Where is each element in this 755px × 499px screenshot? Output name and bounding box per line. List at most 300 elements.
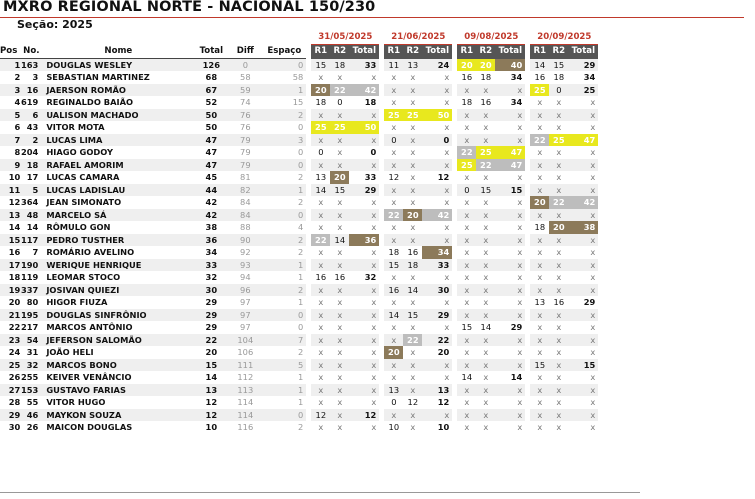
- rider-number: 16: [20, 84, 42, 97]
- event-total: 30: [422, 284, 452, 297]
- diff-to-leader: 84: [228, 209, 262, 222]
- pos-cell: 6: [14, 122, 21, 132]
- gap-to-prev: 2: [262, 284, 306, 297]
- table-row: [0, 146, 598, 159]
- event-total: x: [590, 322, 596, 332]
- round1-score: 18: [388, 247, 400, 257]
- round2-score: x: [337, 422, 343, 432]
- round2-score: x: [483, 297, 489, 307]
- rider-number: 5: [20, 184, 42, 197]
- round2-score: x: [410, 222, 416, 232]
- total-points: 30: [194, 284, 228, 297]
- rider-number: 6: [20, 109, 42, 122]
- round2-score: x: [483, 372, 489, 382]
- round1-score: 14: [311, 184, 330, 197]
- round1-score: 25: [530, 84, 549, 97]
- round2-score: x: [330, 384, 349, 397]
- round2-score: x: [549, 384, 568, 397]
- event-total: 10: [437, 422, 450, 432]
- event-total: 29: [422, 309, 452, 322]
- rider-number: 43: [26, 122, 39, 132]
- rider-name: LUCAS CAMARA: [46, 172, 120, 182]
- round2-score: x: [410, 97, 416, 107]
- round1-score: x: [530, 234, 549, 247]
- round1-score: 20: [384, 346, 403, 359]
- pos-cell: 30: [8, 422, 21, 432]
- event-total: x: [517, 172, 523, 182]
- event-total: x: [590, 97, 596, 107]
- round1-score: x: [318, 397, 324, 407]
- round2-score: x: [330, 309, 349, 322]
- round2-score: x: [410, 347, 416, 357]
- round1-score: x: [391, 72, 397, 82]
- round1-score: 16: [384, 284, 403, 297]
- round1-score: 22: [384, 209, 403, 222]
- event-total: 33: [349, 58, 379, 71]
- event-total: x: [349, 284, 379, 297]
- event-total: 34: [583, 72, 596, 82]
- col-header-pos: Pos: [0, 45, 20, 59]
- round1-score: x: [311, 259, 330, 272]
- event-total: x: [371, 72, 377, 82]
- round1-score: x: [537, 347, 543, 357]
- total-points: 29: [205, 322, 218, 332]
- round2-score: 12: [407, 397, 419, 407]
- rider-number: 54: [20, 334, 42, 347]
- table-row: [0, 334, 598, 347]
- event-total: 47: [568, 134, 598, 147]
- event-total: x: [444, 72, 450, 82]
- event-total: x: [590, 372, 596, 382]
- diff-to-leader: 81: [240, 172, 251, 182]
- rider-name: DOUGLAS SINFRÔNIO: [42, 309, 194, 322]
- event-total: x: [371, 397, 377, 407]
- table-row: [0, 58, 598, 71]
- table-row: [0, 359, 598, 372]
- event-total: x: [444, 97, 450, 107]
- table-row: [0, 309, 598, 322]
- total-points: 12: [205, 397, 218, 407]
- rider-number: 17: [26, 172, 39, 182]
- round2-score: x: [410, 322, 416, 332]
- diff-to-leader: 114: [237, 397, 254, 407]
- event-total: x: [349, 134, 379, 147]
- round2-score: 15: [476, 184, 495, 197]
- round2-score: x: [549, 359, 568, 372]
- gap-to-prev: 1: [298, 272, 304, 282]
- total-points: 22: [194, 334, 228, 347]
- table-row: [0, 71, 598, 84]
- round1-score: 25: [311, 121, 330, 134]
- total-points: 47: [194, 159, 228, 172]
- round1-score: x: [537, 247, 543, 257]
- round2-score: x: [476, 209, 495, 222]
- event-total: x: [371, 372, 377, 382]
- round2-score: 25: [403, 109, 422, 122]
- round2-score: x: [556, 247, 562, 257]
- round2-score: x: [483, 247, 489, 257]
- round1-score: 16: [534, 72, 546, 82]
- gap-to-prev: 1: [298, 297, 304, 307]
- rider-number: 48: [20, 209, 42, 222]
- gap-to-prev: 2: [298, 422, 304, 432]
- pos-cell: 11: [0, 184, 20, 197]
- event-total: 12: [437, 397, 450, 407]
- round1-score: 20: [457, 58, 476, 71]
- round2-score: 14: [403, 284, 422, 297]
- round1-score: x: [318, 247, 324, 257]
- table-row: [0, 246, 598, 259]
- round2-score: x: [556, 422, 562, 432]
- event-total: x: [444, 147, 450, 157]
- round1-score: x: [464, 122, 470, 132]
- round1-score: 12: [311, 409, 330, 422]
- table-row: [0, 284, 598, 297]
- round2-score: x: [556, 172, 562, 182]
- event-total: 38: [568, 221, 598, 234]
- round2-score: 22: [476, 159, 495, 172]
- round1-score: 15: [461, 322, 473, 332]
- round2-score: x: [549, 159, 568, 172]
- round1-score: x: [464, 272, 470, 282]
- pos-cell: 12: [8, 197, 21, 207]
- event-total: x: [568, 259, 598, 272]
- total-points: 68: [205, 72, 218, 82]
- gap-to-prev: 0: [262, 309, 306, 322]
- event-total: 13: [422, 384, 452, 397]
- season-label: Seção: 2025: [17, 18, 93, 31]
- round2-score: x: [403, 134, 422, 147]
- table-row: [0, 134, 598, 147]
- diff-to-leader: 113: [228, 384, 262, 397]
- diff-to-leader: 106: [237, 347, 254, 357]
- round2-score: 20: [330, 171, 349, 184]
- event-total: x: [444, 372, 450, 382]
- event-total: 29: [510, 322, 523, 332]
- event-total: x: [495, 209, 525, 222]
- event-total: 32: [364, 272, 377, 282]
- event-total: x: [371, 247, 377, 257]
- round1-score: x: [384, 234, 403, 247]
- rider-name: MARCELO SÁ: [42, 209, 194, 222]
- table-row: [0, 84, 598, 97]
- total-points: 36: [194, 234, 228, 247]
- round1-score: 22: [311, 234, 330, 247]
- round2-score: x: [476, 334, 495, 347]
- gap-to-prev: 1: [298, 397, 304, 407]
- round1-score: x: [391, 97, 397, 107]
- col-header-total: Total: [194, 45, 228, 59]
- round1-score: x: [464, 172, 470, 182]
- round2-score: x: [549, 109, 568, 122]
- round1-score: x: [391, 222, 397, 232]
- round1-score: x: [464, 297, 470, 307]
- table-row: [0, 121, 598, 134]
- round2-score: x: [330, 259, 349, 272]
- event-total: 34: [510, 72, 523, 82]
- gap-to-prev: 15: [292, 97, 304, 107]
- round1-score: x: [457, 409, 476, 422]
- round2-score: 25: [330, 121, 349, 134]
- round2-score: x: [549, 334, 568, 347]
- table-row: [0, 209, 598, 222]
- round1-score: 25: [384, 109, 403, 122]
- diff-to-leader: 79: [228, 159, 262, 172]
- col-header-event-total: Total: [495, 45, 525, 59]
- event-total: 42: [422, 209, 452, 222]
- col-header-space: Espaço: [262, 45, 306, 59]
- round1-score: x: [537, 147, 543, 157]
- rider-name: KEIVER VENÂNCIO: [46, 372, 132, 382]
- event-total: x: [568, 159, 598, 172]
- round1-score: x: [464, 397, 470, 407]
- col-header-event-total: Total: [349, 45, 379, 59]
- event-total: 33: [364, 172, 377, 182]
- event-total: x: [517, 197, 523, 207]
- round1-score: x: [464, 347, 470, 357]
- total-points: 20: [205, 347, 218, 357]
- round2-score: x: [403, 234, 422, 247]
- rider-name: LUCAS LADISLAU: [42, 184, 194, 197]
- round1-score: x: [384, 359, 403, 372]
- event-total: 40: [495, 58, 525, 71]
- event-total: x: [495, 84, 525, 97]
- round2-score: x: [556, 147, 562, 157]
- table-bottom-rule: [0, 492, 640, 493]
- pos-cell: 29: [0, 409, 20, 422]
- round1-score: x: [318, 422, 324, 432]
- pos-cell: 17: [0, 259, 20, 272]
- event-total: 33: [422, 259, 452, 272]
- round2-score: x: [330, 159, 349, 172]
- round1-score: x: [457, 309, 476, 322]
- pos-cell: 23: [0, 334, 20, 347]
- event-total: x: [568, 409, 598, 422]
- rider-name: JOÃO HELI: [46, 347, 94, 357]
- round2-score: x: [476, 309, 495, 322]
- gap-to-prev: 1: [262, 184, 306, 197]
- round2-score: 16: [334, 272, 346, 282]
- pos-cell: 18: [8, 272, 21, 282]
- diff-to-leader: 82: [228, 184, 262, 197]
- total-points: 33: [194, 259, 228, 272]
- round2-score: x: [476, 259, 495, 272]
- rider-name: MAYKON SOUZA: [42, 409, 194, 422]
- event-total: x: [590, 147, 596, 157]
- round2-score: x: [330, 359, 349, 372]
- event-total: 47: [495, 159, 525, 172]
- round1-score: x: [318, 197, 324, 207]
- round2-score: x: [330, 409, 349, 422]
- round1-score: x: [384, 184, 403, 197]
- gap-to-prev: 2: [298, 197, 304, 207]
- round1-score: x: [457, 284, 476, 297]
- round2-score: x: [483, 272, 489, 282]
- event-total: 50: [422, 109, 452, 122]
- rider-name: PEDRO TUSTHER: [42, 234, 194, 247]
- round1-score: 14: [461, 372, 473, 382]
- event-total: x: [422, 234, 452, 247]
- event-total: x: [422, 409, 452, 422]
- round2-score: x: [549, 184, 568, 197]
- event-total: x: [568, 384, 598, 397]
- event-date: 21/06/2025: [384, 31, 452, 45]
- round2-score: x: [337, 297, 343, 307]
- table-row: [0, 184, 598, 197]
- rider-number: 32: [20, 359, 42, 372]
- rider-name: MARCOS ANTÔNIO: [46, 322, 133, 332]
- col-header-event-total: Total: [422, 45, 452, 59]
- col-header-r1: R1: [311, 45, 330, 59]
- event-total: x: [371, 297, 377, 307]
- event-total: 34: [422, 246, 452, 259]
- event-total: x: [568, 234, 598, 247]
- diff-to-leader: 97: [240, 297, 251, 307]
- rider-name: JAERSON ROMÃO: [42, 84, 194, 97]
- round2-score: x: [476, 359, 495, 372]
- total-points: 47: [205, 147, 218, 157]
- rider-number: 190: [20, 259, 42, 272]
- rider-number: 119: [21, 272, 39, 282]
- event-total: x: [371, 347, 377, 357]
- rider-name: DOUGLAS WESLEY: [42, 58, 194, 71]
- pos-cell: 3: [0, 84, 20, 97]
- gap-to-prev: 2: [298, 347, 304, 357]
- round2-score: x: [556, 397, 562, 407]
- ranking-body: [0, 58, 598, 434]
- event-total: x: [349, 384, 379, 397]
- rider-name: LEOMAR STOCO: [46, 272, 121, 282]
- round1-score: 12: [388, 172, 400, 182]
- col-header-name: Nome: [42, 45, 194, 59]
- round1-score: x: [457, 134, 476, 147]
- round1-score: x: [457, 359, 476, 372]
- diff-to-leader: 0: [228, 58, 262, 71]
- event-total: x: [517, 297, 523, 307]
- round2-score: x: [410, 172, 416, 182]
- col-header-r1: R1: [384, 45, 403, 59]
- round1-score: x: [391, 147, 397, 157]
- total-points: 15: [194, 359, 228, 372]
- event-total: 15: [495, 184, 525, 197]
- gap-to-prev: 58: [292, 72, 304, 82]
- total-points: 42: [194, 209, 228, 222]
- event-total: x: [349, 359, 379, 372]
- rider-number: 255: [21, 372, 39, 382]
- event-total: x: [422, 84, 452, 97]
- round1-score: x: [457, 259, 476, 272]
- round1-score: 22: [457, 146, 476, 159]
- round2-score: x: [476, 234, 495, 247]
- rider-name: REGINALDO BAIÃO: [46, 97, 134, 107]
- round2-score: x: [330, 334, 349, 347]
- round1-score: x: [537, 322, 543, 332]
- round2-score: x: [337, 222, 343, 232]
- round2-score: x: [337, 397, 343, 407]
- round1-score: x: [537, 172, 543, 182]
- col-header-r2: R2: [549, 45, 568, 59]
- round1-score: x: [537, 122, 543, 132]
- round1-score: x: [391, 372, 397, 382]
- round2-score: x: [549, 209, 568, 222]
- table-row: [0, 421, 598, 434]
- diff-to-leader: 104: [228, 334, 262, 347]
- round1-score: 25: [457, 159, 476, 172]
- round2-score: x: [330, 134, 349, 147]
- total-points: 52: [205, 97, 218, 107]
- round1-score: x: [391, 272, 397, 282]
- event-date-row: [0, 31, 598, 45]
- gap-to-prev: 0: [262, 159, 306, 172]
- diff-to-leader: 112: [237, 372, 254, 382]
- col-header-r2: R2: [330, 45, 349, 59]
- event-total: x: [444, 272, 450, 282]
- round2-score: x: [549, 284, 568, 297]
- round2-score: 22: [403, 334, 422, 347]
- round1-score: x: [537, 397, 543, 407]
- event-total: 0: [370, 147, 377, 157]
- round1-score: x: [318, 322, 324, 332]
- rider-name: WERIQUE HENRIQUE: [42, 259, 194, 272]
- round1-score: 14: [384, 309, 403, 322]
- column-header-row: [0, 45, 598, 59]
- round2-score: x: [403, 84, 422, 97]
- event-date: 09/08/2025: [457, 31, 525, 45]
- round2-score: x: [337, 247, 343, 257]
- round2-score: x: [476, 284, 495, 297]
- round1-score: x: [384, 334, 403, 347]
- diff-to-leader: 79: [228, 134, 262, 147]
- round2-score: 20: [549, 221, 568, 234]
- total-points: 10: [205, 422, 218, 432]
- round2-score: x: [483, 172, 489, 182]
- table-row: [0, 221, 598, 234]
- total-points: 29: [205, 297, 218, 307]
- gap-to-prev: 0: [262, 409, 306, 422]
- rider-number: 2: [20, 134, 42, 147]
- round2-score: 16: [553, 297, 565, 307]
- event-total: x: [568, 334, 598, 347]
- round2-score: x: [483, 422, 489, 432]
- table-row: [0, 346, 598, 359]
- round2-score: 25: [476, 146, 495, 159]
- table-row: [0, 109, 598, 122]
- gap-to-prev: 0: [298, 122, 304, 132]
- event-total: 18: [364, 97, 377, 107]
- diff-to-leader: 58: [240, 72, 251, 82]
- event-total: x: [495, 284, 525, 297]
- rider-number: 204: [21, 147, 39, 157]
- gap-to-prev: 1: [262, 384, 306, 397]
- round1-score: x: [457, 209, 476, 222]
- gap-to-prev: 0: [298, 322, 304, 332]
- round1-score: 18: [534, 222, 546, 232]
- round1-score: x: [311, 334, 330, 347]
- event-total: x: [495, 234, 525, 247]
- diff-to-leader: 74: [240, 97, 251, 107]
- event-total: x: [444, 197, 450, 207]
- col-header-no: No.: [20, 45, 42, 59]
- round2-score: 14: [330, 234, 349, 247]
- gap-to-prev: 2: [298, 172, 304, 182]
- total-points: 47: [194, 134, 228, 147]
- col-header-diff: Diff: [228, 45, 262, 59]
- event-total: x: [590, 172, 596, 182]
- round2-score: x: [476, 384, 495, 397]
- table-row: [0, 171, 598, 184]
- event-total: 34: [510, 97, 523, 107]
- pos-cell: 5: [0, 109, 20, 122]
